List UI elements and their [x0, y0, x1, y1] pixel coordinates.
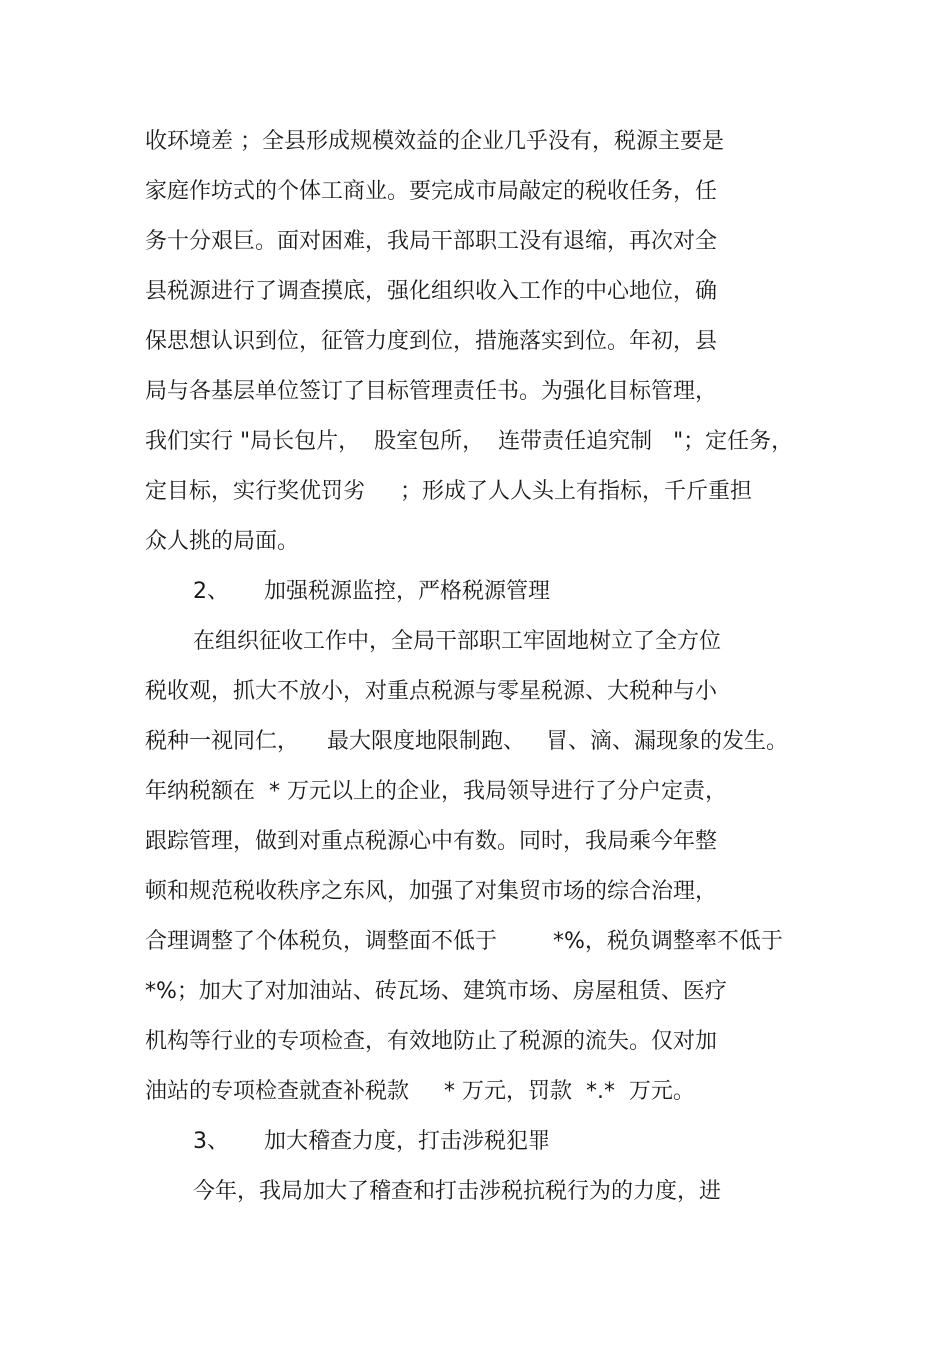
- paragraph-line: *%；加大了对加油站、砖瓦场、建筑市场、房屋租赁、医疗: [145, 979, 727, 1004]
- paragraph-line: 税种一视同仁， 最大限度地限制跑、 冒、滴、漏现象的发生。: [145, 729, 788, 754]
- paragraph-line: 今年，我局加大了稽查和打击涉税抗税行为的力度，进: [193, 1179, 722, 1204]
- section-heading-2: 2、 加强税源监控，严格税源管理: [193, 579, 550, 604]
- paragraph-line: 机构等行业的专项检查，有效地防止了税源的流失。仅对加: [145, 1029, 718, 1054]
- paragraph-line: 县税源进行了调查摸底，强化组织收入工作的中心地位，确: [145, 279, 718, 304]
- paragraph-line: 家庭作坊式的个体工商业。要完成市局敲定的税收任务，任: [145, 179, 718, 204]
- paragraph-line: 税收观，抓大不放小，对重点税源与零星税源、大税种与小: [145, 679, 718, 704]
- paragraph-line: 合理调整了个体税负，调整面不低于 *%，税负调整率不低于: [145, 929, 783, 954]
- paragraph-line: 跟踪管理，做到对重点税源心中有数。同时，我局乘今年整: [145, 829, 718, 854]
- paragraph-line: 务十分艰巨。面对困难，我局干部职工没有退缩，再次对全: [145, 229, 718, 254]
- paragraph-line: 收环境差 ；全县形成规模效益的企业几乎没有，税源主要是: [145, 129, 724, 154]
- paragraph-line: 在组织征收工作中，全局干部职工牢固地树立了全方位: [193, 629, 722, 654]
- paragraph-line: 我们实行 "局长包片， 股室包所， 连带责任追究制 "；定任务，: [145, 429, 794, 454]
- section-heading-3: 3、 加大稽查力度，打击涉税犯罪: [193, 1129, 550, 1154]
- paragraph-line: 局与各基层单位签订了目标管理责任书。为强化目标管理，: [145, 379, 718, 404]
- paragraph-line: 年纳税额在 * 万元以上的企业，我局领导进行了分户定责，: [145, 779, 727, 804]
- paragraph-line: 定目标，实行奖优罚劣 ；形成了人人头上有指标，千斤重担: [145, 479, 752, 504]
- paragraph-line: 保思想认识到位，征管力度到位，措施落实到位。年初，县: [145, 329, 718, 354]
- paragraph-line: 顿和规范税收秩序之东风，加强了对集贸市场的综合治理，: [145, 879, 718, 904]
- paragraph-line: 油站的专项检查就查补税款 * 万元，罚款 *.* 万元。: [145, 1079, 695, 1104]
- paragraph-line: 众人挑的局面。: [145, 529, 300, 554]
